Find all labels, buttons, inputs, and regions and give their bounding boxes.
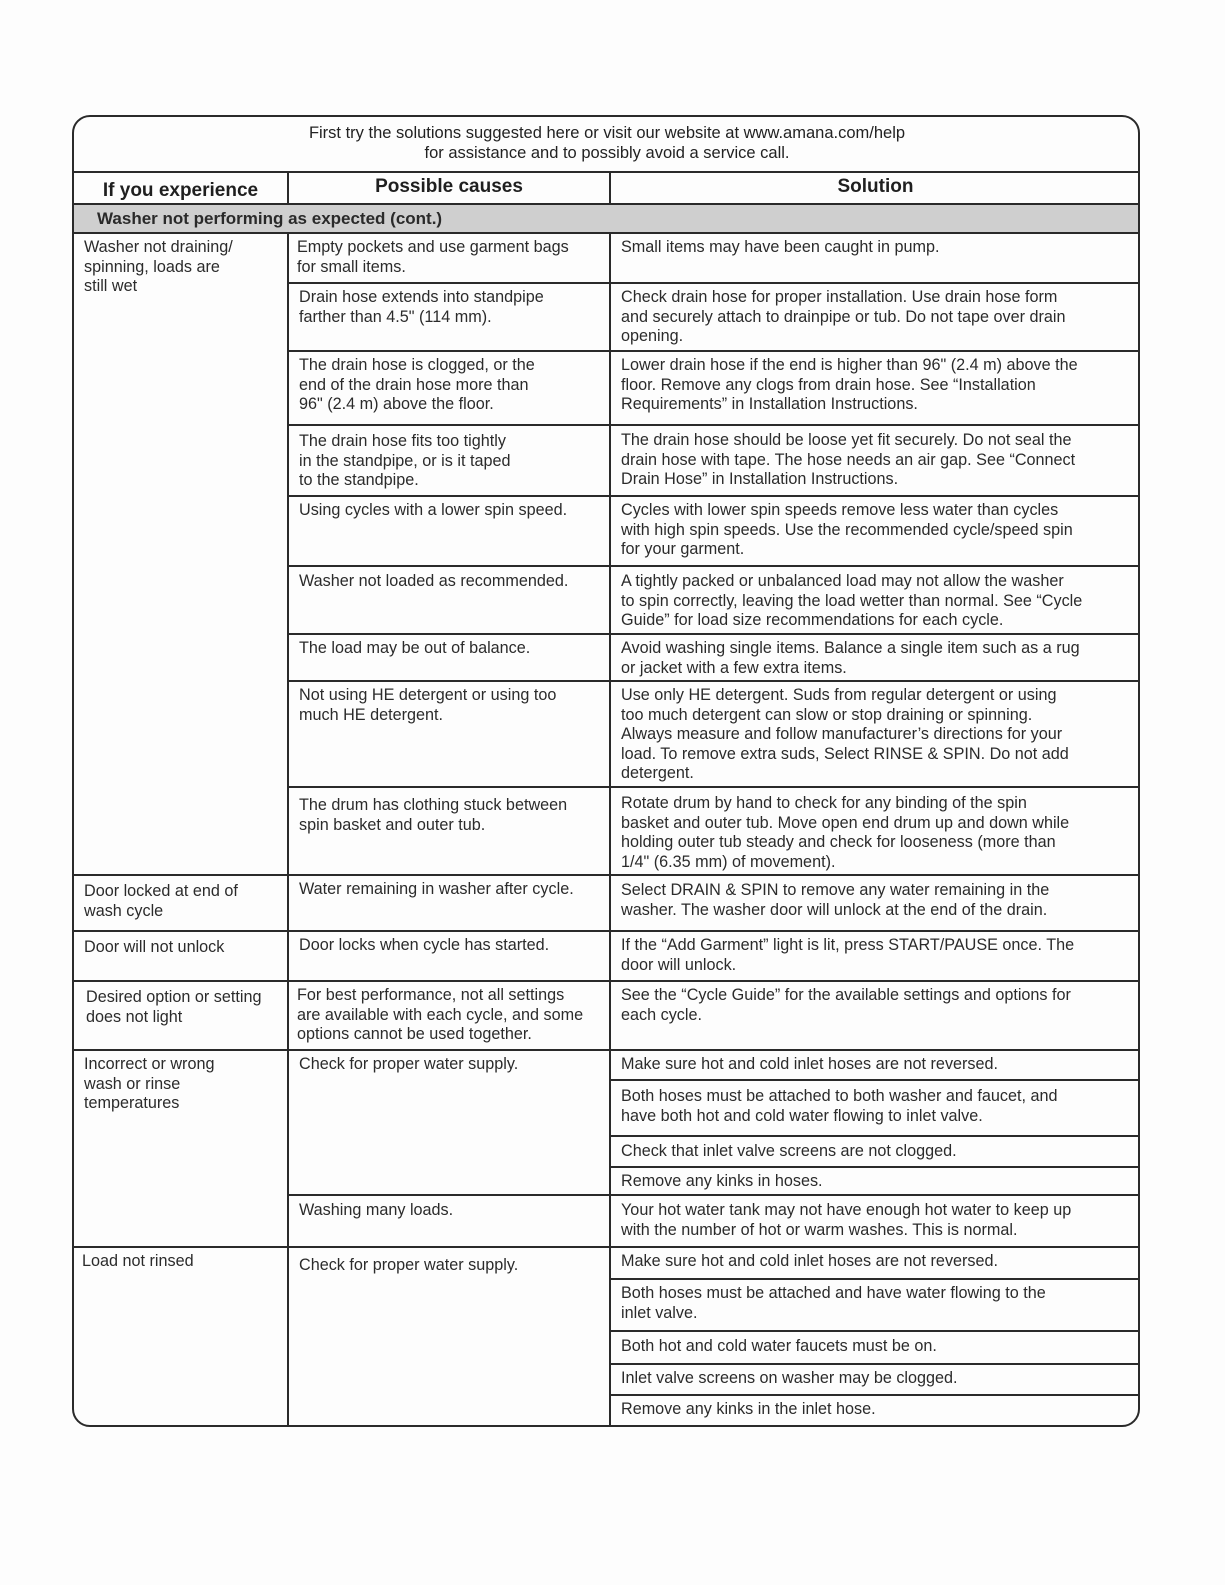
cause-cell: Check for proper water supply. [287, 1246, 609, 1427]
header-solution: Solution [609, 171, 1140, 205]
solution-cell: See the “Cycle Guide” for the available settings and options for each cycle. [609, 980, 1140, 1049]
solution-cell: Make sure hot and cold inlet hoses are not reversed. [609, 1246, 1140, 1278]
solution-cell: Both hoses must be attached to both washer and faucet, and have both hot and cold water flowing to inlet valve. [609, 1079, 1140, 1135]
experience-cell: Door locked at end of wash cycle [74, 874, 287, 930]
cause-cell: The drain hose fits too tightly in the standpipe, or is it taped to the standpipe. [287, 424, 609, 495]
solution-cell: A tightly packed or unbalanced load may not allow the washer to spin correctly, leaving the load wetter than normal. See “Cycle Guide” for load size recommendations for each cycle. [609, 565, 1140, 633]
header-experience: If you experience [74, 171, 287, 205]
cause-cell: Using cycles with a lower spin speed. [287, 495, 609, 565]
solution-cell: Your hot water tank may not have enough hot water to keep up with the number of hot or warm washes. This is normal. [609, 1194, 1140, 1246]
cause-cell: The drain hose is clogged, or the end of the drain hose more than 96" (2.4 m) above the floor. [287, 350, 609, 424]
solution-cell: Lower drain hose if the end is higher than 96" (2.4 m) above the floor. Remove any clogs from drain hose. See “Installation Requirements” in Installation Instructions. [609, 350, 1140, 424]
solution-cell: Remove any kinks in hoses. [609, 1166, 1140, 1194]
section-title: Washer not performing as expected (cont.) [74, 205, 1140, 234]
solution-cell: Select DRAIN & SPIN to remove any water remaining in the washer. The washer door will unlock at the end of the drain. [609, 874, 1140, 930]
cause-cell: Washing many loads. [287, 1194, 609, 1246]
solution-cell: Both hot and cold water faucets must be on. [609, 1330, 1140, 1363]
experience-cell: Incorrect or wrong wash or rinse temperatures [74, 1049, 287, 1246]
cause-cell: The drum has clothing stuck between spin basket and outer tub. [287, 786, 609, 874]
solution-cell: Check that inlet valve screens are not clogged. [609, 1135, 1140, 1166]
solution-cell: The drain hose should be loose yet fit securely. Do not seal the drain hose with tape. The hose needs an air gap. See “Connect Drain Hose” in Installation Instructions. [609, 424, 1140, 495]
solution-cell: Use only HE detergent. Suds from regular detergent or using too much detergent can slow or stop draining or spinning. Always measure and follow manufacturer’s directions for your load. To remove extra suds, Select RINSE & SPIN. Do not add detergent. [609, 680, 1140, 786]
cause-cell: Water remaining in washer after cycle. [287, 874, 609, 930]
experience-cell: Desired option or setting does not light [74, 980, 287, 1049]
cause-cell: Check for proper water supply. [287, 1049, 609, 1194]
solution-cell: Avoid washing single items. Balance a single item such as a rug or jacket with a few extra items. [609, 633, 1140, 680]
experience-cell: Load not rinsed [74, 1246, 287, 1427]
experience-cell: Washer not draining/ spinning, loads are still wet [84, 238, 233, 295]
solution-cell: Small items may have been caught in pump. [609, 234, 1140, 282]
solution-cell: Rotate drum by hand to check for any binding of the spin basket and outer tub. Move open end drum up and down while holding outer tub steady and check for looseness (more than 1/4" (6.35 mm) of movement). [609, 786, 1140, 874]
cause-cell: Not using HE detergent or using too much HE detergent. [287, 680, 609, 786]
intro-line-2: for assistance and to possibly avoid a service call. [424, 144, 790, 162]
header-causes: Possible causes [287, 171, 609, 205]
cause-cell: Door locks when cycle has started. [287, 930, 609, 980]
troubleshooting-table [72, 115, 1140, 1427]
intro-line-1: First try the solutions suggested here or visit our website at www.amana.com/help [308, 124, 906, 142]
cause-cell: Washer not loaded as recommended. [287, 565, 609, 633]
solution-cell: Inlet valve screens on washer may be clogged. [609, 1363, 1140, 1394]
cause-cell: Empty pockets and use garment bags for small items. [287, 234, 609, 282]
intro-text [74, 117, 1140, 171]
cause-cell: Drain hose extends into standpipe farther than 4.5" (114 mm). [287, 282, 609, 350]
experience-cell: Door will not unlock [74, 930, 287, 980]
solution-cell: Both hoses must be attached and have water flowing to the inlet valve. [609, 1278, 1140, 1330]
solution-cell: Check drain hose for proper installation. Use drain hose form and securely attach to drainpipe or tub. Do not tape over drain opening. [609, 282, 1140, 350]
cause-cell: For best performance, not all settings are available with each cycle, and some options cannot be used together. [287, 980, 609, 1049]
solution-cell: Remove any kinks in the inlet hose. [609, 1394, 1140, 1427]
cause-cell: The load may be out of balance. [287, 633, 609, 680]
solution-cell: Cycles with lower spin speeds remove less water than cycles with high spin speeds. Use the recommended cycle/speed spin for your garment. [609, 495, 1140, 565]
solution-cell: Make sure hot and cold inlet hoses are not reversed. [609, 1049, 1140, 1079]
solution-cell: If the “Add Garment” light is lit, press START/PAUSE once. The door will unlock. [609, 930, 1140, 980]
